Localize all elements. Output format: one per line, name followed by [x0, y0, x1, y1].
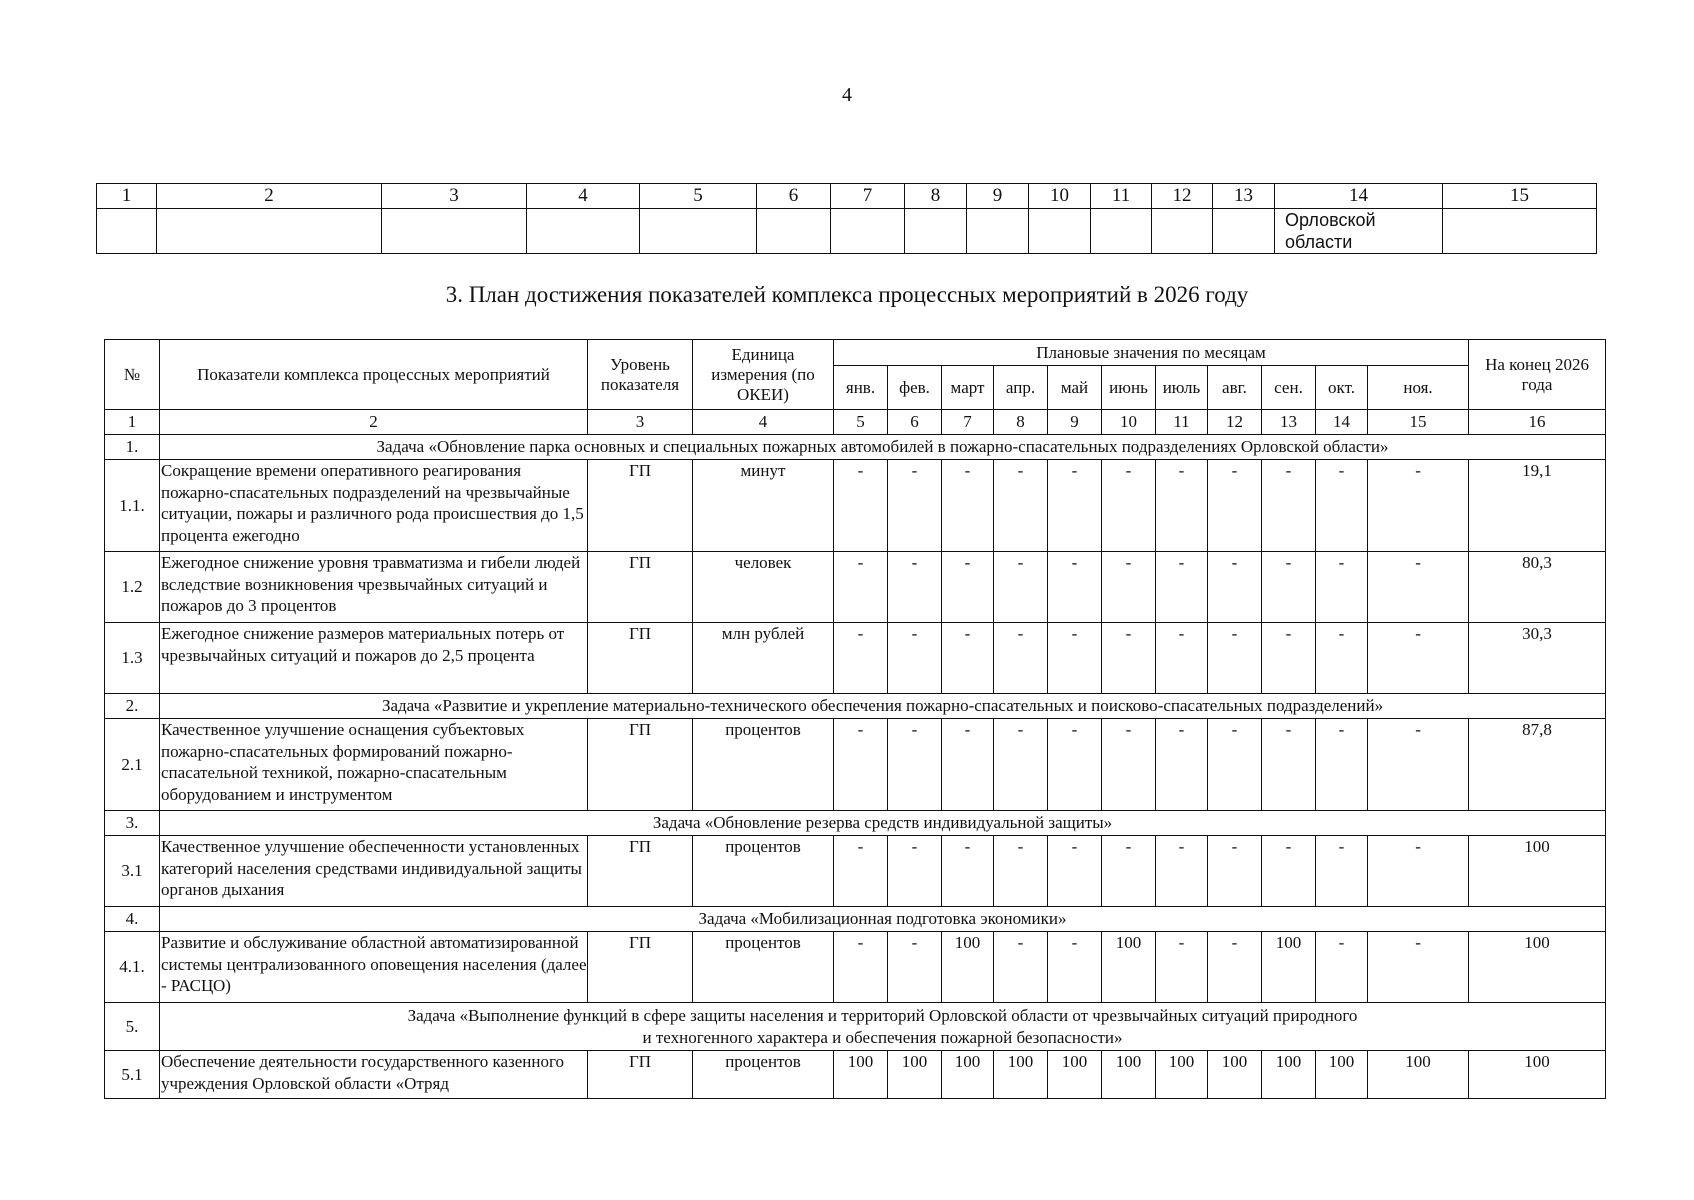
month-value: - — [1102, 460, 1156, 552]
indicator-name: Качественное улучшение обеспеченности установленных категорий населения средствами индивидуальной защиты органов дыхания — [160, 836, 588, 907]
region-line: Орловской — [1285, 210, 1376, 230]
col-number: 2 — [160, 410, 588, 435]
month-value: - — [1262, 552, 1316, 623]
month-value: - — [1048, 836, 1102, 907]
month-value: - — [942, 719, 994, 811]
end-value: 30,3 — [1469, 623, 1606, 694]
task-number: 5. — [105, 1003, 160, 1051]
task-number: 3. — [105, 811, 160, 836]
col-number: 13 — [1262, 410, 1316, 435]
header-month: окт. — [1316, 366, 1368, 410]
empty-cell — [640, 209, 757, 254]
empty-cell — [905, 209, 967, 254]
header-month: май — [1048, 366, 1102, 410]
month-value: - — [1102, 623, 1156, 694]
month-value: - — [1156, 932, 1208, 1003]
header-month: июль — [1156, 366, 1208, 410]
col-number: 11 — [1156, 410, 1208, 435]
row-number: 1.2 — [105, 552, 160, 623]
month-value: 100 — [1208, 1051, 1262, 1099]
col-number: 16 — [1469, 410, 1606, 435]
col-number: 15 — [1368, 410, 1469, 435]
month-value: - — [1316, 719, 1368, 811]
task-title — [160, 1003, 1606, 1051]
indicator-name: Обеспечение деятельности государственного казенного учреждения Орловской области «Отряд — [160, 1051, 588, 1099]
month-value: - — [1262, 719, 1316, 811]
month-value: - — [994, 719, 1048, 811]
task-row — [105, 811, 1606, 836]
indicator-unit: процентов — [693, 836, 834, 907]
month-value: - — [1156, 460, 1208, 552]
header-month: янв. — [834, 366, 888, 410]
header-month: март — [942, 366, 994, 410]
indicator-unit: минут — [693, 460, 834, 552]
month-value: - — [1368, 836, 1469, 907]
header-unit: Единица измерения (по ОКЕИ) — [693, 340, 834, 410]
indicator-name: Ежегодное снижение уровня травматизма и гибели людей вследствие возникновения чрезвычайных ситуаций и пожаров до 3 процентов — [160, 552, 588, 623]
row-number: 2.1 — [105, 719, 160, 811]
month-value: - — [1156, 836, 1208, 907]
header-month: сен. — [1262, 366, 1316, 410]
row-number: 1.1. — [105, 460, 160, 552]
indicator-row — [105, 719, 1606, 811]
month-value: - — [1262, 836, 1316, 907]
month-value: 100 — [1102, 932, 1156, 1003]
month-value: - — [1368, 552, 1469, 623]
month-value: 100 — [1156, 1051, 1208, 1099]
task-title: Задача «Обновление резерва средств индивидуальной защиты» — [160, 811, 1606, 836]
end-value: 80,3 — [1469, 552, 1606, 623]
indicator-row — [105, 460, 1606, 552]
header-no: № — [105, 340, 160, 410]
col-number: 10 — [1102, 410, 1156, 435]
indicator-name: Сокращение времени оперативного реагирования пожарно-спасательных подразделений на чрезвычайные ситуации, пожары и различного рода происшествия до 1,5 процента ежегодно — [160, 460, 588, 552]
column-number-row — [105, 410, 1606, 435]
month-value: 100 — [1368, 1051, 1469, 1099]
month-value: - — [888, 719, 942, 811]
month-value: - — [1368, 932, 1469, 1003]
month-value: - — [1208, 552, 1262, 623]
month-value: - — [942, 552, 994, 623]
month-value: - — [1208, 719, 1262, 811]
task-number: 1. — [105, 435, 160, 460]
month-value: - — [888, 623, 942, 694]
month-value: - — [834, 932, 888, 1003]
col-number: 13 — [1213, 184, 1275, 209]
col-number: 12 — [1152, 184, 1213, 209]
col-number: 6 — [888, 410, 942, 435]
indicator-level: ГП — [588, 552, 693, 623]
end-value: 100 — [1469, 932, 1606, 1003]
month-value: - — [1102, 719, 1156, 811]
month-value: - — [1208, 932, 1262, 1003]
task-title-line: и техногенного характера и обеспечения пожарной безопасности» — [642, 1027, 1123, 1047]
month-value: - — [994, 623, 1048, 694]
indicator-row — [105, 623, 1606, 694]
month-value: - — [1156, 552, 1208, 623]
month-value: - — [1262, 460, 1316, 552]
month-value: - — [1208, 623, 1262, 694]
month-value: - — [1316, 460, 1368, 552]
month-value: - — [1262, 623, 1316, 694]
indicator-level: ГП — [588, 460, 693, 552]
header-planned: Плановые значения по месяцам — [834, 340, 1469, 366]
col-number: 12 — [1208, 410, 1262, 435]
row-number: 3.1 — [105, 836, 160, 907]
indicator-name: Развитие и обслуживание областной автоматизированной системы централизованного оповещения населения (далее - РАСЦО) — [160, 932, 588, 1003]
month-value: 100 — [1102, 1051, 1156, 1099]
month-value: - — [1208, 836, 1262, 907]
end-value: 19,1 — [1469, 460, 1606, 552]
month-value: 100 — [942, 932, 994, 1003]
header-month: фев. — [888, 366, 942, 410]
indicator-name: Ежегодное снижение размеров материальных потерь от чрезвычайных ситуаций и пожаров до 2,5 процента — [160, 623, 588, 694]
empty-cell — [157, 209, 382, 254]
month-value: - — [888, 552, 942, 623]
header-row — [105, 340, 1606, 366]
col-number: 2 — [157, 184, 382, 209]
empty-cell — [831, 209, 905, 254]
col-number: 1 — [105, 410, 160, 435]
col-number: 9 — [1048, 410, 1102, 435]
task-title: Задача «Мобилизационная подготовка экономики» — [160, 907, 1606, 932]
month-value: - — [1048, 460, 1102, 552]
header-month: ноя. — [1368, 366, 1469, 410]
section-title: 3. План достижения показателей комплекса процессных мероприятий в 2026 году — [445, 282, 1249, 307]
col-number: 3 — [588, 410, 693, 435]
col-number: 8 — [905, 184, 967, 209]
month-value: - — [1316, 552, 1368, 623]
month-value: - — [1316, 623, 1368, 694]
table-row — [97, 209, 1597, 254]
empty-cell — [757, 209, 831, 254]
indicator-level: ГП — [588, 932, 693, 1003]
plan-table — [104, 339, 1606, 1099]
month-value: - — [1048, 932, 1102, 1003]
month-value: - — [834, 623, 888, 694]
indicator-row — [105, 932, 1606, 1003]
row-number: 1.3 — [105, 623, 160, 694]
indicator-unit: человек — [693, 552, 834, 623]
page-number: 4 — [842, 84, 852, 106]
task-title: Задача «Развитие и укрепление материально-технического обеспечения пожарно-спасательных и поисково-спасательных подразделений» — [160, 694, 1606, 719]
header-indicator: Показатели комплекса процессных мероприятий — [160, 340, 588, 410]
header-month: июнь — [1102, 366, 1156, 410]
header-level: Уровень показателя — [588, 340, 693, 410]
empty-cell — [97, 209, 157, 254]
month-value: - — [834, 460, 888, 552]
month-value: - — [834, 719, 888, 811]
month-value: - — [888, 932, 942, 1003]
month-value: 100 — [834, 1051, 888, 1099]
col-number: 11 — [1091, 184, 1152, 209]
task-title: Задача «Обновление парка основных и специальных пожарных автомобилей в пожарно-спасательных подразделениях Орловской области» — [160, 435, 1606, 460]
empty-cell — [1091, 209, 1152, 254]
row-number: 4.1. — [105, 932, 160, 1003]
indicator-level: ГП — [588, 719, 693, 811]
end-value: 100 — [1469, 836, 1606, 907]
indicator-row — [105, 552, 1606, 623]
month-value: - — [1368, 719, 1469, 811]
table-row — [97, 184, 1597, 209]
month-value: - — [834, 836, 888, 907]
month-value: 100 — [888, 1051, 942, 1099]
col-number: 5 — [834, 410, 888, 435]
month-value: 100 — [1048, 1051, 1102, 1099]
month-value: - — [888, 836, 942, 907]
month-value: - — [1316, 836, 1368, 907]
month-value: - — [942, 460, 994, 552]
month-value: 100 — [942, 1051, 994, 1099]
col-number: 7 — [942, 410, 994, 435]
empty-cell — [1029, 209, 1091, 254]
col-number: 5 — [640, 184, 757, 209]
month-value: - — [994, 836, 1048, 907]
region-cell — [1275, 209, 1443, 254]
month-value: - — [1102, 836, 1156, 907]
empty-cell — [527, 209, 640, 254]
indicator-unit: процентов — [693, 1051, 834, 1099]
month-value: - — [1368, 460, 1469, 552]
indicator-row — [105, 1051, 1606, 1099]
header-month: авг. — [1208, 366, 1262, 410]
month-value: - — [1048, 552, 1102, 623]
indicator-level: ГП — [588, 836, 693, 907]
indicator-level: ГП — [588, 1051, 693, 1099]
empty-cell — [1213, 209, 1275, 254]
col-number: 8 — [994, 410, 1048, 435]
col-number: 10 — [1029, 184, 1091, 209]
col-number: 7 — [831, 184, 905, 209]
month-value: 100 — [1262, 1051, 1316, 1099]
col-number: 15 — [1443, 184, 1597, 209]
month-value: - — [1156, 623, 1208, 694]
col-number: 1 — [97, 184, 157, 209]
col-number: 6 — [757, 184, 831, 209]
empty-cell — [1152, 209, 1213, 254]
task-number: 2. — [105, 694, 160, 719]
row-number: 5.1 — [105, 1051, 160, 1099]
month-value: - — [1316, 932, 1368, 1003]
header-month: апр. — [994, 366, 1048, 410]
col-number: 4 — [527, 184, 640, 209]
month-value: - — [1102, 552, 1156, 623]
indicator-row — [105, 836, 1606, 907]
indicator-unit: процентов — [693, 719, 834, 811]
end-value: 100 — [1469, 1051, 1606, 1099]
month-value: - — [1048, 623, 1102, 694]
end-value: 87,8 — [1469, 719, 1606, 811]
month-value: 100 — [1262, 932, 1316, 1003]
empty-cell — [967, 209, 1029, 254]
month-value: - — [1156, 719, 1208, 811]
task-row — [105, 1003, 1606, 1051]
month-value: 100 — [994, 1051, 1048, 1099]
indicator-level: ГП — [588, 623, 693, 694]
indicator-unit: млн рублей — [693, 623, 834, 694]
month-value: - — [994, 460, 1048, 552]
empty-cell — [382, 209, 527, 254]
region-line: области — [1285, 232, 1353, 252]
continuation-table — [96, 183, 1597, 254]
month-value: - — [1368, 623, 1469, 694]
month-value: - — [834, 552, 888, 623]
task-row — [105, 435, 1606, 460]
col-number: 3 — [382, 184, 527, 209]
col-number: 9 — [967, 184, 1029, 209]
month-value: - — [1048, 719, 1102, 811]
col-number: 14 — [1275, 184, 1443, 209]
indicator-unit: процентов — [693, 932, 834, 1003]
col-number: 4 — [693, 410, 834, 435]
month-value: - — [942, 623, 994, 694]
header-end: На конец 2026 года — [1469, 340, 1606, 410]
task-title-line: Задача «Выполнение функций в сфере защиты населения и территорий Орловской области от чрезвычайных ситуаций природного — [407, 1006, 1358, 1025]
month-value: - — [994, 552, 1048, 623]
month-value: - — [942, 836, 994, 907]
col-number: 14 — [1316, 410, 1368, 435]
task-row — [105, 907, 1606, 932]
task-row — [105, 694, 1606, 719]
month-value: - — [994, 932, 1048, 1003]
indicator-name: Качественное улучшение оснащения субъектовых пожарно-спасательных формирований пожарно-спасательной техникой, пожарно-спасательным оборудованием и инструментом — [160, 719, 588, 811]
task-number: 4. — [105, 907, 160, 932]
month-value: 100 — [1316, 1051, 1368, 1099]
month-value: - — [1208, 460, 1262, 552]
empty-cell — [1443, 209, 1597, 254]
month-value: - — [888, 460, 942, 552]
